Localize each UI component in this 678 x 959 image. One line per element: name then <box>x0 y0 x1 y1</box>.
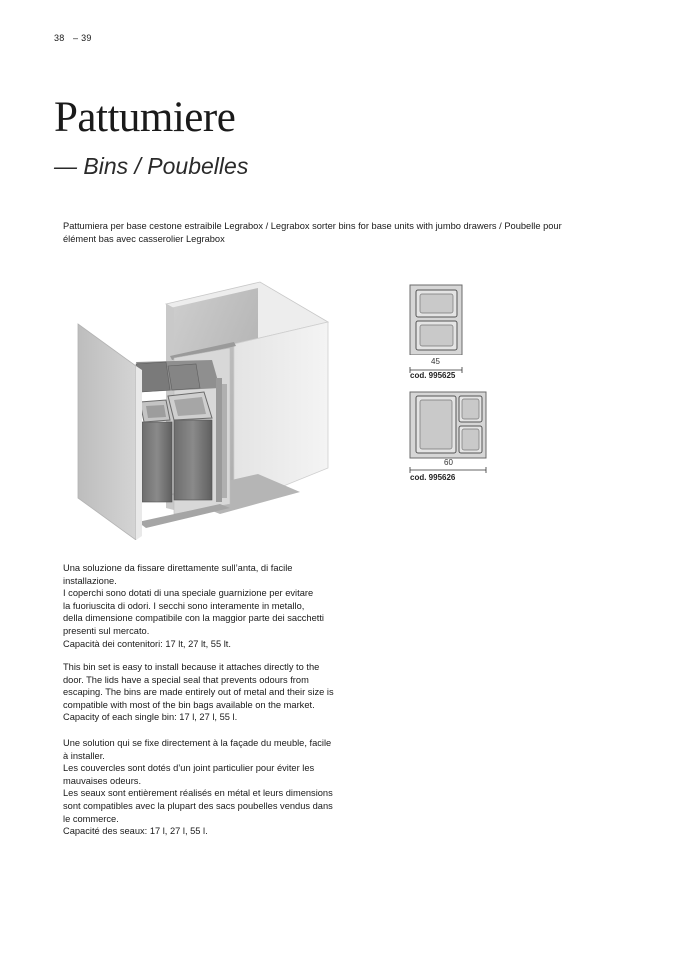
product-code: cod. 995625 <box>410 371 456 380</box>
page-title: Pattumiere <box>54 94 236 141</box>
description-french <box>63 737 363 838</box>
description-line: Una soluzione da fissare direttamente sull’anta, di facile <box>63 563 293 573</box>
product-image-bin-cabinet <box>70 278 340 540</box>
description-line: This bin set is easy to install because it attaches directly to the <box>63 662 320 672</box>
intro-line: Pattumiera per base cestone estraibile Legrabox / Legrabox sorter bins for base units with jumbo drawers / Poubelle pour <box>63 221 562 231</box>
description-line: Les couvercles sont dotés d’un joint particulier pour éviter les <box>63 763 315 774</box>
description-line: le commerce. <box>63 813 119 824</box>
intro-line: élément bas avec casserolier Legrabox <box>63 233 225 244</box>
description-line: Capacità dei contenitori: 17 lt, 27 lt, 55 lt. <box>63 638 231 649</box>
drawer-plan-60-icon <box>408 390 490 460</box>
description-line: à installer. <box>63 750 105 761</box>
drawer-plan-45-icon <box>408 283 484 355</box>
diagram-995626 <box>408 390 490 490</box>
description-line: compatible with most of the bin bags available on the market. <box>63 699 315 710</box>
description-line: Capacity of each single bin: 17 l, 27 l, 55 l. <box>63 712 238 723</box>
description-line: Capacité des seaux: 17 l, 27 l, 55 l. <box>63 826 208 837</box>
diagram-width-label: 45 <box>431 357 440 366</box>
intro-text <box>63 220 623 245</box>
description-line: installazione. <box>63 575 117 586</box>
page-numbers: 38 – 39 <box>54 33 92 43</box>
description-line: della dimensione compatibile con la maggior parte dei sacchetti <box>63 613 324 624</box>
description-italian <box>63 562 363 650</box>
product-code: cod. 995626 <box>410 473 456 482</box>
description-line: door. The lids have a special seal that prevents odours from <box>63 674 309 685</box>
diagram-width-label: 60 <box>444 458 453 467</box>
description-line: presenti sul mercato. <box>63 625 150 636</box>
diagram-995625 <box>408 283 484 383</box>
description-line: la fuoriuscita di odori. I secchi sono interamente in metallo, <box>63 600 305 611</box>
description-line: Les seaux sont entièrement réalisés en métal et leurs dimensions <box>63 788 333 799</box>
description-line: I coperchi sono dotati di una speciale guarnizione per evitare <box>63 588 314 599</box>
description-line: Une solution qui se fixe directement à la façade du meuble, facile <box>63 738 332 748</box>
page-subtitle: — Bins / Poubelles <box>54 153 249 179</box>
description-line: escaping. The bins are made entirely out of metal and their size is <box>63 687 334 698</box>
description-english <box>63 661 363 724</box>
description-line: sont compatibles avec la plupart des sacs poubelles vendus dans <box>63 800 333 811</box>
description-line: mauvaises odeurs. <box>63 775 142 786</box>
